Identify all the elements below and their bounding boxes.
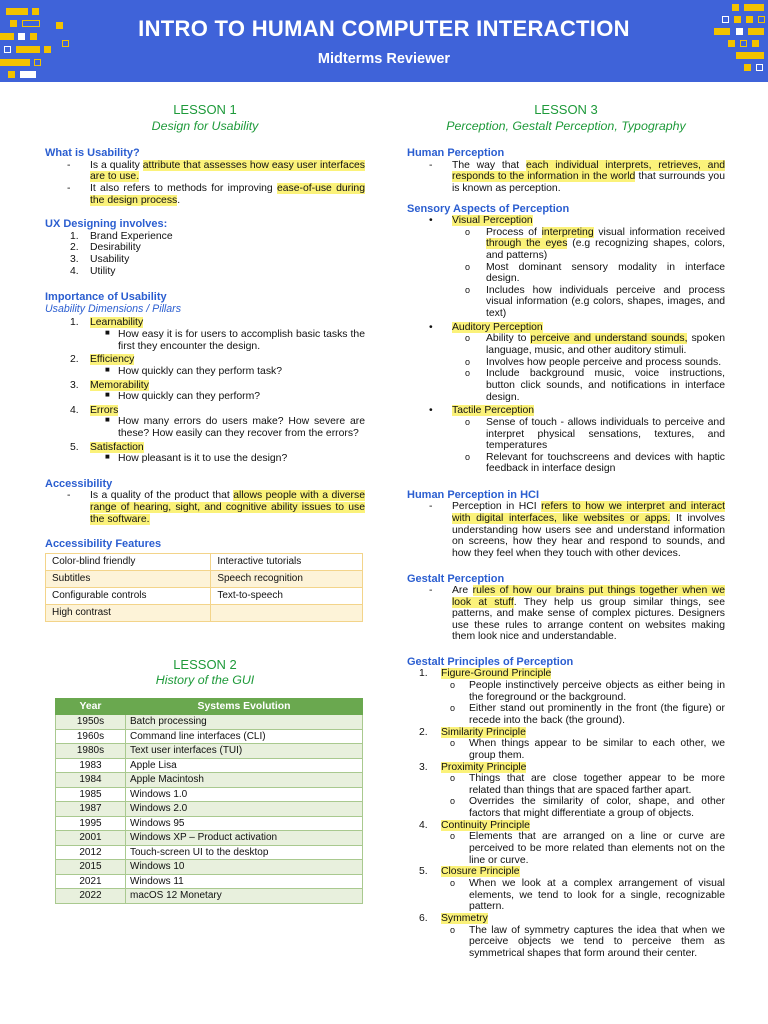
- principle-item: 5. Closure Principle: [419, 866, 520, 878]
- gui-history-table: [55, 698, 363, 904]
- pillar-desc: ■ How easy it is for users to accomplish basic tasks the first they encounter the design.: [105, 328, 365, 352]
- pillar-desc: ■ How pleasant is it to use the design?: [105, 452, 288, 465]
- table-header-row: [56, 699, 363, 715]
- gestalt-heading: Gestalt Perception: [407, 572, 505, 585]
- page-subtitle: Midterms Reviewer: [317, 51, 451, 67]
- table-row: 2021 Windows 11: [56, 874, 363, 889]
- human-perception-item: - The way that each individual interprets, retrieves, and responds to the information in the world that surrounds you is known as perception.: [429, 159, 726, 195]
- human-perception-heading: Human Perception: [407, 147, 505, 160]
- pillar-desc: ■ How quickly can they perform?: [105, 390, 261, 403]
- table-row: [46, 604, 363, 621]
- principle-item: 4. Continuity Principle: [419, 819, 530, 831]
- lesson3-subtitle: Perception, Gestalt Perception, Typography: [446, 118, 686, 133]
- column-header-systems: Systems Evolution: [126, 699, 363, 715]
- table-row: 2001 Windows XP – Product activation: [56, 831, 363, 846]
- table-cell: Color-blind friendly: [46, 553, 211, 570]
- table-row: 1950s Batch processing: [56, 715, 363, 730]
- accessibility-heading: Accessibility: [45, 478, 113, 491]
- sensory-heading: Sensory Aspects of Perception: [407, 202, 570, 215]
- principle-sub: o Elements that are arranged on a line or curve are perceived to be more related than elements not on the line or curve.: [450, 831, 725, 866]
- principles-heading: Gestalt Principles of Perception: [407, 656, 574, 669]
- table-cell: Speech recognition: [211, 570, 363, 587]
- pillar-desc: ■ How many errors do users make? How severe are these? How easily can they recover from the errors?: [105, 415, 365, 440]
- sensory-sub: o Most dominant sensory modality in interface design.: [465, 261, 725, 285]
- lesson2-subtitle: History of the GUI: [155, 673, 255, 688]
- principle-item: 6. Symmetry: [419, 912, 488, 924]
- lesson3-label: LESSON 3: [534, 102, 598, 117]
- sensory-sub: o Include background music, voice instructions, button click sounds, and notifications in interface design.: [465, 368, 725, 403]
- table-row: 1995 Windows 95: [56, 816, 363, 831]
- lesson1-label: LESSON 1: [173, 102, 237, 117]
- sensory-sub: o Ability to perceive and understand sounds, spoken language, music, and other auditory stimuli.: [465, 333, 725, 357]
- principle-sub: o The law of symmetry captures the idea that when we perceive objects we tend to perceive them as symmetrical shapes that form around their center.: [450, 924, 725, 959]
- table-row: 1983 Apple Lisa: [56, 758, 363, 773]
- gestalt-item: - Are rules of how our brains put things together when we look at stuff. They help us group similar things, see patterns, and make sense of complex pictures. Designers use these rules to arrange content on websites making them look nice and understandable.: [429, 584, 725, 643]
- principle-sub: o People instinctively perceive objects as either being in the foreground or the background.: [450, 680, 725, 703]
- list-item: 1. Brand Experience: [70, 230, 173, 242]
- table-cell: Subtitles: [46, 570, 211, 587]
- table-cell: Configurable controls: [46, 587, 211, 604]
- table-row: 1985 Windows 1.0: [56, 787, 363, 802]
- sensory-group: • Visual Perception: [429, 214, 533, 226]
- left-column: [45, 100, 365, 904]
- usability-item: - It also refers to methods for improving ease-of-use during the design process.: [67, 183, 365, 206]
- hci-item: - Perception in HCI refers to how we interpret and interact with digital interfaces, like websites or apps. It involves understanding how users see and understand information on screens, how they hear and respond to sounds, and how they feel when they touch with other devices.: [429, 501, 726, 559]
- pillar-item: 4. Errors: [70, 404, 119, 416]
- right-column: [407, 100, 725, 959]
- features-heading: Accessibility Features: [45, 538, 162, 551]
- table-row: 2012 Touch-screen UI to the desktop: [56, 845, 363, 860]
- principle-sub: o When we look at a complex arrangement of visual elements, we tend to look for a single, recognizable pattern.: [450, 877, 725, 913]
- list-item: 3. Usability: [70, 253, 130, 265]
- principle-sub: o Either stand out prominently in the front (the figure) or recede into the back (the ground).: [450, 703, 725, 726]
- principle-item: 2. Similarity Principle: [419, 726, 526, 738]
- lesson2-label: LESSON 2: [173, 656, 237, 672]
- accessibility-item: - Is a quality of the product that allows people with a diverse range of hearing, sight, and cognitive ability issues to use the software.: [67, 490, 365, 525]
- pillar-item: 1. Learnability: [70, 317, 144, 329]
- table-row: 1960s Command line interfaces (CLI): [56, 729, 363, 744]
- table-cell: [211, 604, 363, 621]
- importance-heading: Importance of Usability: [45, 291, 167, 304]
- table-row: 1987 Windows 2.0: [56, 802, 363, 817]
- table-cell: Interactive tutorials: [211, 553, 363, 570]
- page-title: INTRO TO HUMAN COMPUTER INTERACTION: [138, 16, 630, 41]
- ux-heading: UX Designing involves:: [45, 218, 168, 231]
- page-header: [0, 0, 768, 82]
- features-table: [45, 553, 363, 622]
- table-row: [46, 553, 363, 570]
- lesson1-subtitle: Design for Usability: [151, 118, 259, 133]
- sensory-sub: o Sense of touch - allows individuals to perceive and interpret physical sensations, textures, and temperatures: [465, 416, 725, 452]
- table-row: 2022 macOS 12 Monetary: [56, 889, 363, 904]
- sensory-sub: o Relevant for touchscreens and devices with haptic feedback in interface design: [465, 451, 725, 475]
- sensory-group: • Auditory Perception: [429, 321, 543, 333]
- importance-subheading: Usability Dimensions / Pillars: [45, 302, 181, 315]
- pillar-item: 3. Memorability: [70, 379, 149, 391]
- column-header-year: Year: [56, 699, 126, 715]
- principle-item: 1. Figure-Ground Principle: [419, 668, 552, 680]
- table-row: 1980s Text user interfaces (TUI): [56, 744, 363, 759]
- usability-heading: What is Usability?: [45, 147, 140, 160]
- principle-item: 3. Proximity Principle: [419, 761, 527, 773]
- sensory-sub: o Includes how individuals perceive and process visual information (e.g colors, shapes, images, and text): [465, 284, 725, 320]
- table-row: 1984 Apple Macintosh: [56, 773, 363, 788]
- table-row: 2015 Windows 10: [56, 860, 363, 875]
- list-item: 2. Desirability: [70, 242, 141, 254]
- principle-sub: o Things that are close together appear to be more related than things that are spaced farther apart.: [450, 773, 725, 796]
- list-item: 4. Utility: [70, 265, 116, 277]
- sensory-sub: o Involves how people perceive and process sounds.: [465, 356, 722, 368]
- hci-heading: Human Perception in HCI: [407, 489, 540, 502]
- table-cell: High contrast: [46, 604, 211, 621]
- usability-item: - Is a quality attribute that assesses how easy user interfaces are to use.: [67, 159, 365, 183]
- principle-sub: o When things appear to be similar to each other, we group them.: [450, 738, 725, 761]
- table-row: [46, 587, 363, 604]
- pillar-item: 5. Satisfaction: [70, 441, 144, 453]
- principle-sub: o Overrides the similarity of color, shape, and other factors that might differentiate a group of objects.: [450, 796, 725, 820]
- table-cell: Text-to-speech: [211, 587, 363, 604]
- table-row: [46, 570, 363, 587]
- pillar-desc: ■ How quickly can they perform task?: [105, 364, 283, 377]
- sensory-group: • Tactile Perception: [429, 405, 535, 417]
- pillar-item: 2. Efficiency: [70, 354, 135, 366]
- sensory-sub: o Process of interpreting visual information received through the eyes (e.g recognizing shapes, colors, and patterns): [465, 226, 725, 261]
